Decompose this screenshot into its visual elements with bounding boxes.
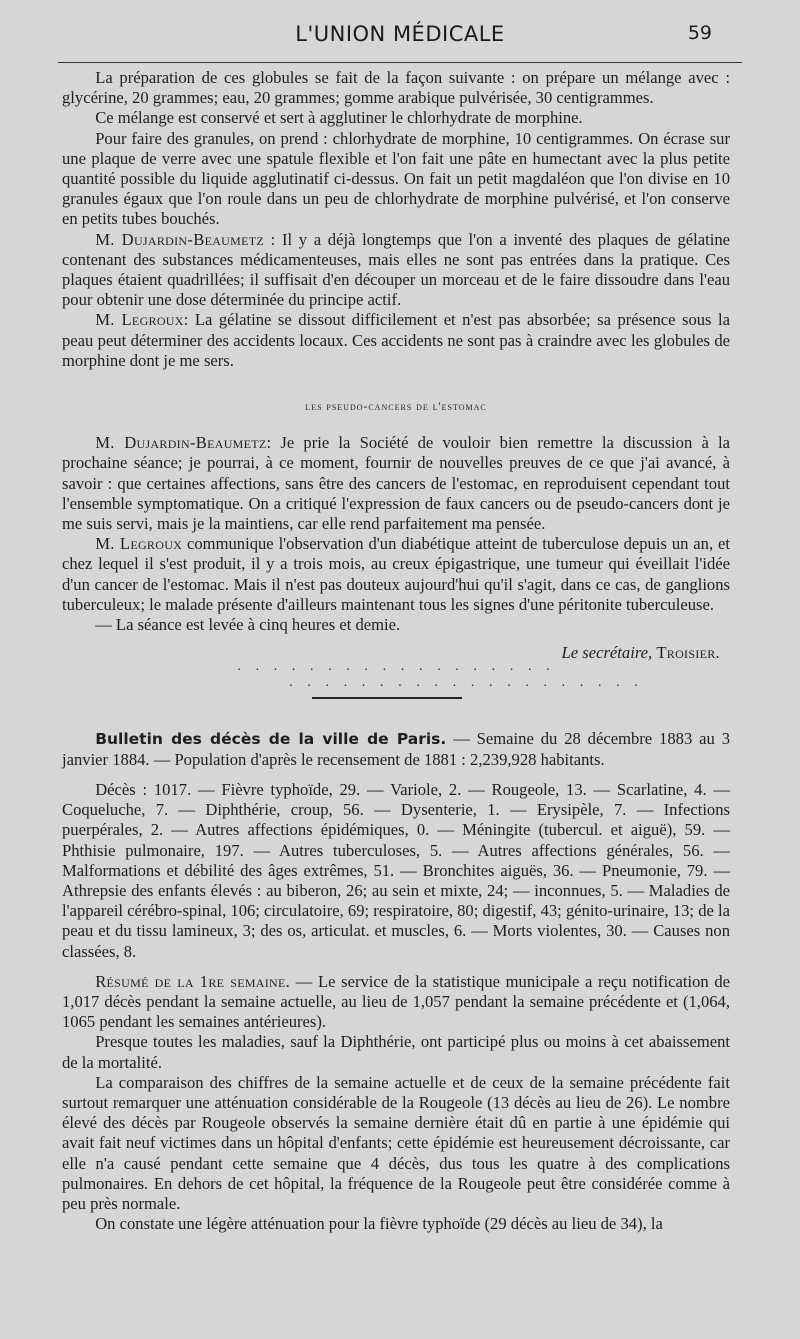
resume-text: — Le service de la statistique municipale a reçu notification de 1,017 décès pendant la semaine actuelle, au lieu de 1,057 pendant la semaine précédente et (1,064, 1065 pendant les semaines antérieures). [62,971,730,1032]
paragraph-globules-preparation: La préparation de ces globules se fait de la façon suivante : on prépare un mélange avec : glycérine, 20 grammes; eau, 20 grammes; gomme arabique pulvérisée, 30 centigrammes. [62,68,730,108]
bulletin-title: Bulletin des décès de la ville de Paris. [95,730,447,749]
speaker-name: M. Legroux [95,310,184,330]
article-body [62,68,730,1234]
paragraph-seance-levee: — La séance est levée à cinq heures et demie. [95,615,401,635]
bulletin-heading [62,729,730,769]
page-header [0,18,800,54]
paragraph-dujardin-2 [62,433,730,534]
header-rule [58,62,742,63]
paragraph-legroux-2 [62,534,730,615]
running-title: L'UNION MÉDICALE [295,22,505,46]
paragraph-rougeole: La comparaison des chiffres de la semaine actuelle et de ceux de la semaine précédente fait surtout remarquer une atténuation considérable de la Rougeole (13 décès au lieu de 26). Le nombre élevé des décès par Rougeole observés la semaine dernière était dû en partie à une épidémie qui avait fait neuf victimes dans un hôpital d'enfants; cette épidémie est heureusement décroissante, car elle n'a causé pendant cette semaine que 4 décès, dus tous les quatre à des complications pulmonaires. En dehors de cet hôpital, la fréquence de la Rougeole peut être considérée comme à peu près normale. [62,1072,730,1213]
section-title: les pseudo-cancers de l'estomac [305,401,487,414]
resume-lead: Résumé de la 1re semaine. [95,971,291,991]
speaker-name: M. Dujardin-Beaumetz [95,229,264,249]
paragraph-granules: Pour faire des granules, on prend : chlorhydrate de morphine, 10 centigrammes. On écrase sur une plaque de verre avec une spatule flexible et l'on fait une pâte en humectant avec la plus petite quantité possible du liquide agglutinatif ci-dessus. On fait un petit magdaléon que l'on divise en 10 granules égaux que l'on roule dans un peu de chlorhydrate de morphine pulvérisé, et l'on conserve en petits tubes bouchés. [62,128,730,229]
paragraph-resume [62,972,730,1033]
speaker-name: M. Legroux [95,534,183,554]
speech-text: communique l'observation d'un diabétique atteint de tuberculose depuis un an, et chez lequel il s'est produit, il y a trois mois, au creux épigastrique, une tumeur qui éveillait l'idée d'un cancer de l'estomac. Mais il n'est pas douteux aujourd'hui qu'il s'agit, dans ce cas, de ganglions tuberculeux; le malade présente d'ailleurs maintenant tous les signes d'une péritonite tuberculeuse. [62,534,730,614]
speech-text: : La gélatine se dissout difficilement et n'est pas absorbée; sa présence sous la peau peut déterminer des accidents locaux. Ces accidents ne sont pas à craindre avec les globules de morphine dont je me sers. [62,310,730,370]
signature-name: Troisier. [656,643,720,663]
paragraph-mortalite: Presque toutes les maladies, sauf la Diphthérie, ont participé plus ou moins à cet abaissement de la mortalité. [62,1032,730,1072]
paragraph-legroux-1 [62,310,730,371]
bulletin-subtitle: — Semaine du 28 décembre 1883 au 3 janvier 1884. — Population d'après le recensement de 1881 : 2,239,928 habitants. [62,729,730,769]
dotted-separator: · · · · · · · · · · · · · · · · · · [236,663,556,679]
signature-label: Le secrétaire, [561,643,653,663]
dotted-separator: · · · · · · · · · · · · · · · · · · · · [288,679,644,695]
section-divider [312,697,462,699]
speech-text: : Je prie la Société de vouloir bien remettre la discussion à la prochaine séance; je pourrai, à ce moment, fournir de nouvelles preuves de ce que j'ai avancé, à savoir : que certaines affections, sans être des cancers de l'estomac, en reproduisent cependant tout l'ensemble symptomatique. On a critiqué l'expression de faux cancers ou de pseudo-cancers dont je me suis servi, mais je la maintiens, car elle rend parfaitement ma pensée. [62,433,730,534]
signature [62,643,730,663]
paragraph-deces-list: Décès : 1017. — Fièvre typhoïde, 29. — Variole, 2. — Rougeole, 13. — Scarlatine, 4. — Coqueluche, 7. — Diphthérie, croup, 56. — Dysenterie, 1. — Erysipèle, 7. — Infections puerpérales, 2. — Autres affections épidémiques, 0. — Méningite (tubercul. et aiguë), 59. — Phthisie pulmonaire, 197. — Autres tuberculoses, 5. — Autres affections générales, 56. — Malformations et débilité des âges extrêmes, 51. — Bronchites aiguës, 36. — Pneumonie, 79. — Athrepsie des enfants élevés : au biberon, 26; au sein et mixte, 24; — inconnues, 5. — Maladies de l'appareil cérébro-spinal, 106; circulatoire, 69; respiratoire, 80; digestif, 43; génito-urinaire, 13; de la peau et du tissu lamineux, 3; des os, articulat. et muscles, 6. — Morts violentes, 30. — Causes non classées, 8. [62,779,730,961]
paragraph-dujardin-1 [62,230,730,311]
speech-text: : Il y a déjà longtemps que l'on a inventé des plaques de gélatine contenant des substances médicamenteuses, mais elles ne sont pas entrées dans la pratique. Ces plaques étaient quadrillées; il suffisait d'en découper un morceau et de le faire dissoudre dans l'eau pour obtenir une dose déterminée du principe actif. [62,229,730,310]
speaker-name: M. Dujardin-Beaumetz [95,433,267,453]
paragraph-melange: Ce mélange est conservé et sert à agglutiner le chlorhydrate de morphine. [95,108,583,128]
page-number: 59 [687,22,712,44]
paragraph-typhoide: On constate une légère atténuation pour la fièvre typhoïde (29 décès au lieu de 34), la [95,1214,663,1234]
